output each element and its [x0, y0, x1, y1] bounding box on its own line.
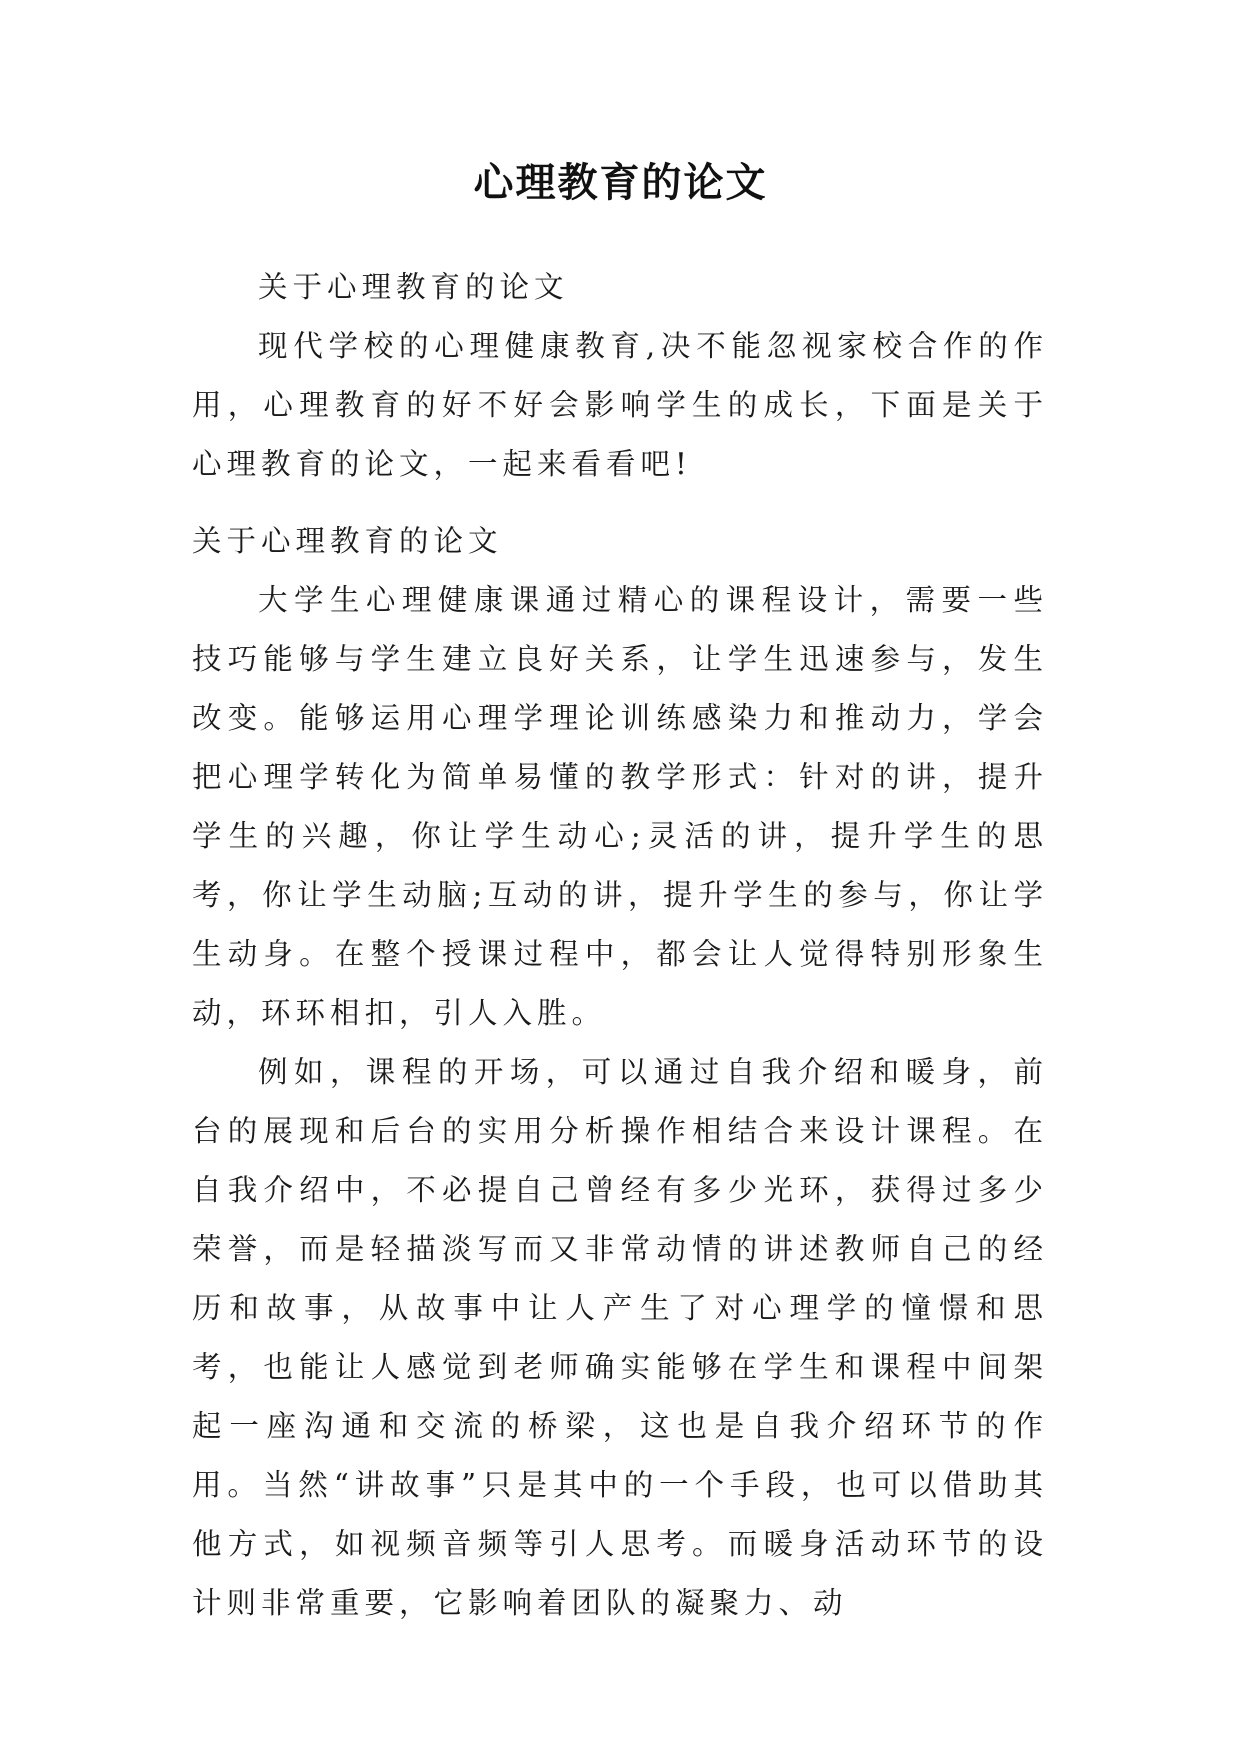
intro-heading: 关于心理教育的论文: [258, 270, 569, 304]
section-heading: 关于心理教育的论文: [192, 524, 503, 558]
main-section: [192, 512, 1048, 1633]
body-paragraph: 大学生心理健康课通过精心的课程设计，需要一些技巧能够与学生建立良好关系，让学生迅速参与，发生改变。能够运用心理学理论训练感染力和推动力，学会把心理学转化为简单易懂的教学形式：针对的讲，提升学生的兴趣，你让学生动心;灵活的讲，提升学生的思考，你让学生动脑;互动的讲，提升学生的参与，你让学生动身。在整个授课过程中，都会让人觉得特别形象生动，环环相扣，引人入胜。: [192, 583, 1048, 1030]
body-paragraph: 例如，课程的开场，可以通过自我介绍和暖身，前台的展现和后台的实用分析操作相结合来设计课程。在自我介绍中，不必提自己曾经有多少光环，获得过多少荣誉，而是轻描淡写而又非常动情的讲述教师自己的经历和故事，从故事中让人产生了对心理学的憧憬和思考，也能让人感觉到老师确实能够在学生和课程中间架起一座沟通和交流的桥梁，这也是自我介绍环节的作用。当然“讲故事”只是其中的一个手段，也可以借助其他方式，如视频音频等引人思考。而暖身活动环节的设计则非常重要，它影响着团队的凝聚力、动: [192, 1055, 1048, 1620]
document-title: 心理教育的论文: [473, 160, 768, 206]
intro-paragraph: 现代学校的心理健康教育,决不能忽视家校合作的作用，心理教育的好不好会影响学生的成长，下面是关于心理教育的论文，一起来看看吧!: [192, 329, 1048, 481]
intro-section: [192, 258, 1048, 494]
